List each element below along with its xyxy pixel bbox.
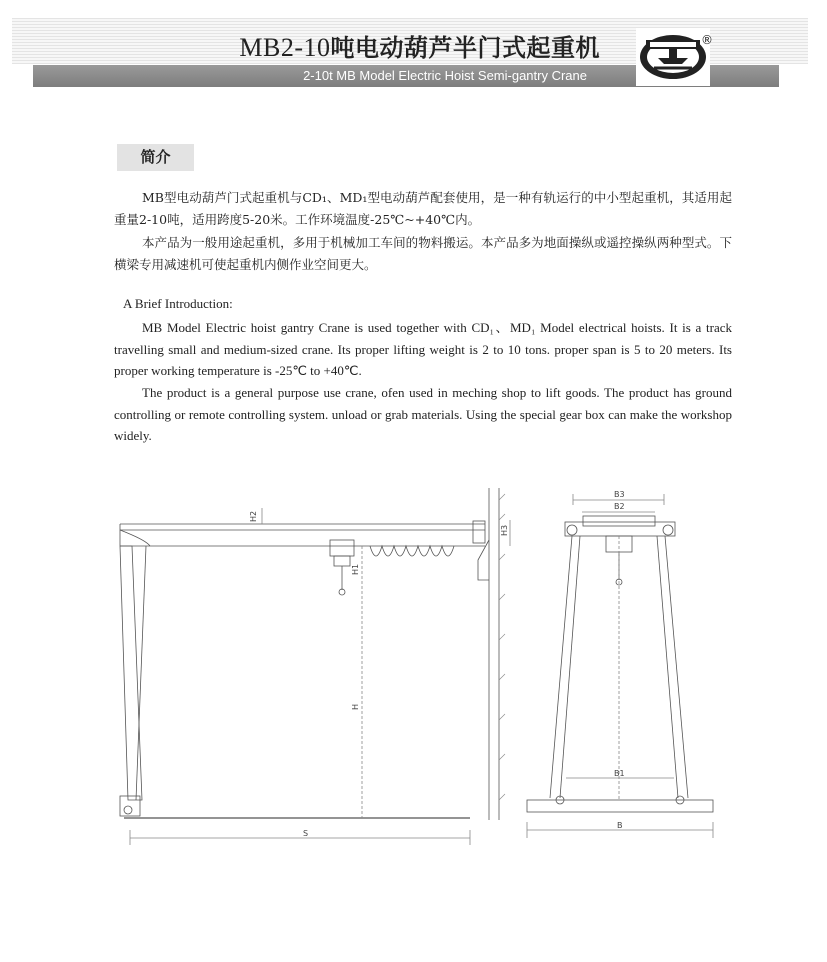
label-h2: H2 [249,510,258,522]
label-b1: B1 [614,769,625,778]
label-b3: B3 [614,490,625,499]
title-cn: 吨电动葫芦半门式起重机 [330,34,600,62]
cn-paragraph-1: MB型电动葫芦门式起重机与CD₁、MD₁型电动葫芦配套使用，是一种有轨运行的中小型起重机，其适用起重量2-10吨，适用跨度5-20米。工作环境温度-25℃~+40℃内。 [114,190,732,227]
title-prefix: MB2-10 [239,33,331,62]
page-title [0,28,600,63]
label-h: H [351,703,360,710]
cn-paragraph-2: 本产品为一般用途起重机，多用于机械加工车间的物料搬运。本产品多为地面操纵或遥控操纵两种型式。下横梁专用减速机可使起重机内侧作业空间更大。 [114,235,732,272]
en-paragraph-2: The product is a general purpose use crane, ofen used in meching shop to lift goods. The product has ground controlling or remote controlling system. unload or grab materials. Using the special gear box can make the workshop widely. [114,385,732,443]
label-b2: B2 [614,502,625,511]
en-paragraph-1: MB Model Electric hoist gantry Crane is used together with CD₁、MD₁ Model electrical hoists. It is a track travelling small and medium-sized crane. Its proper lifting weight is 2 to 10 tons. proper span is 5 to 20 meters. Its proper working temperature is -25℃ to +40℃. [114,320,732,378]
page-subtitle: 2-10t MB Model Electric Hoist Semi-gantry Crane [303,68,587,83]
registered-mark: ® [701,33,713,47]
intro-tag: 简介 [117,144,194,171]
label-s: S [303,829,309,838]
en-heading: A Brief Introduction: [123,296,233,311]
label-b: B [617,821,623,830]
label-h1: H1 [351,563,360,575]
label-h3: H3 [500,524,509,536]
company-logo [636,28,710,86]
